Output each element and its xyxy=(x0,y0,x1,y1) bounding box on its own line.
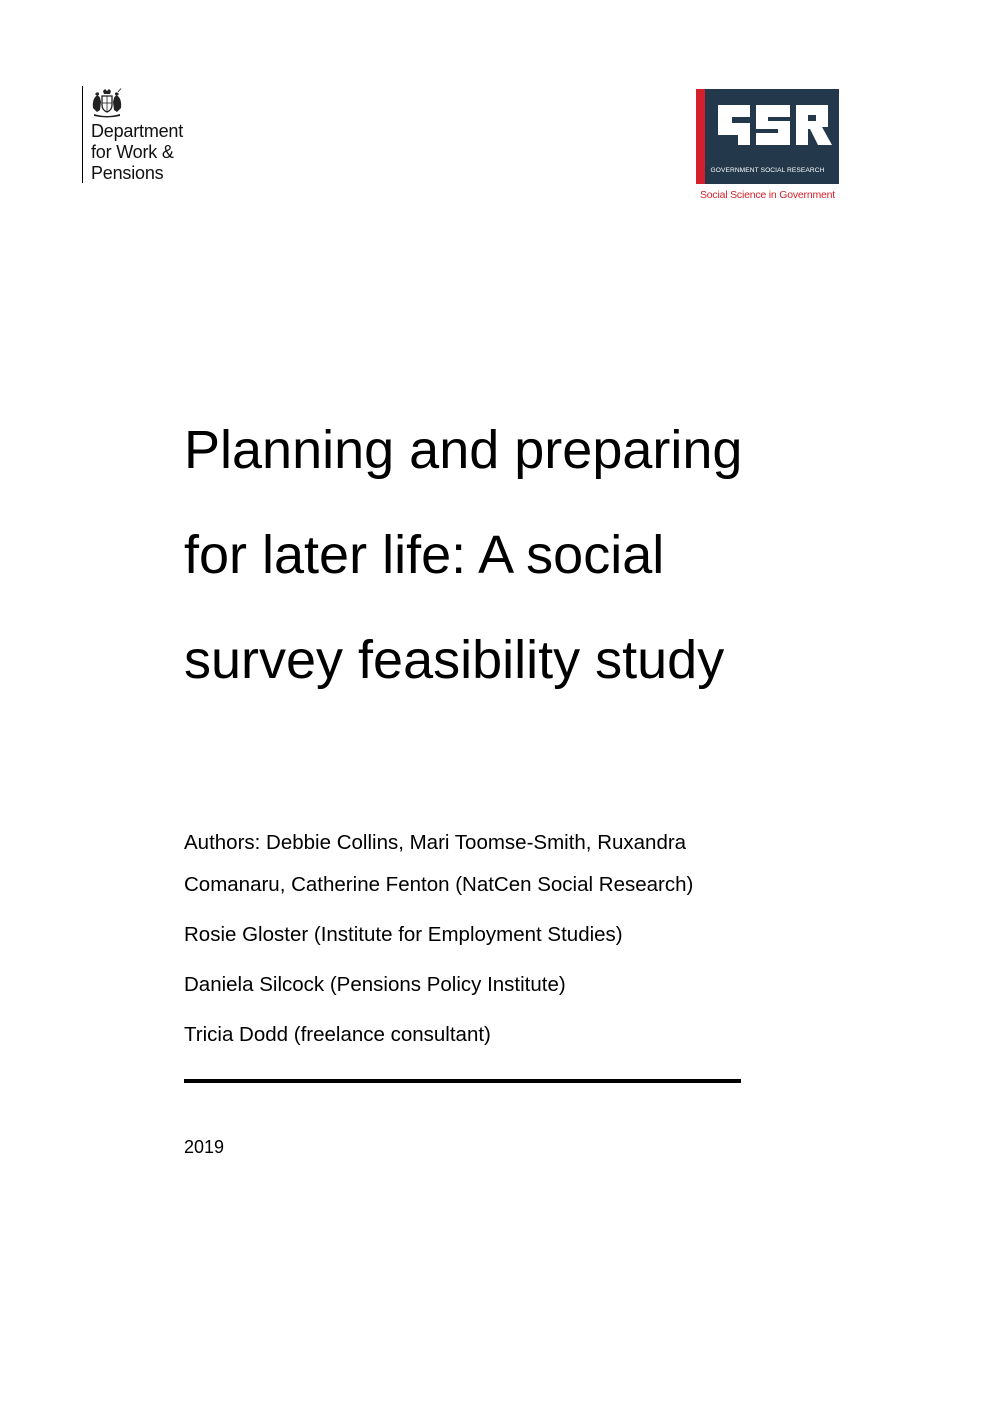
authors-line: Comanaru, Catherine Fenton (NatCen Social Research) xyxy=(184,873,694,896)
horizontal-divider xyxy=(184,1079,741,1083)
dwp-logo-line: Department xyxy=(91,121,184,141)
title-line: survey feasibility study xyxy=(184,630,725,690)
gsr-tagline: Social Science in Government xyxy=(699,189,836,201)
royal-coat-of-arms-icon xyxy=(90,88,124,118)
authors-line: Daniela Silcock (Pensions Policy Institute) xyxy=(184,973,566,996)
gsr-subtitle: GOVERNMENT SOCIAL RESEARCH xyxy=(710,167,825,174)
gsr-logo-box xyxy=(696,89,839,184)
dwp-logo-line: for Work & xyxy=(91,142,174,162)
title-line: Planning and preparing xyxy=(184,420,743,480)
dwp-logo-line: Pensions xyxy=(91,163,164,183)
title-line: for later life: A social xyxy=(184,525,665,585)
dwp-logo xyxy=(82,86,222,183)
gsr-logo-mark xyxy=(712,91,836,153)
gsr-logo xyxy=(696,89,840,207)
document-title xyxy=(184,398,884,713)
authors-line: Authors: Debbie Collins, Mari Toomse-Smith, Ruxandra xyxy=(184,831,687,854)
publication-year: 2019 xyxy=(184,1137,225,1157)
dwp-logo-rule xyxy=(82,86,83,183)
authors-block xyxy=(184,829,884,1049)
authors-line: Rosie Gloster (Institute for Employment Studies) xyxy=(184,923,623,946)
authors-line: Tricia Dodd (freelance consultant) xyxy=(184,1023,491,1046)
dwp-logo-text xyxy=(91,121,183,184)
